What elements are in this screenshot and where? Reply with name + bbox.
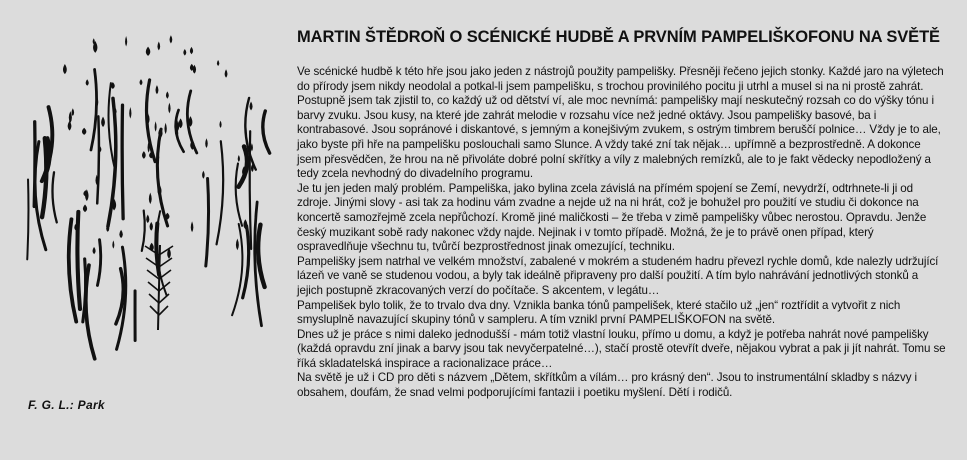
- petal-stroke: [217, 60, 219, 66]
- article-paragraph: Je tu jen jeden malý problém. Pampeliška, jako bylina zcela závislá na přímém spojení se Zemí, nevydrží, odtrhnete-li ji od zdroje. Jinými slovy - asi tak za hodinu vám zvadne a nejde už na ni hrát, což je bohužel pro použití ve studiu či dokonce na koncertě samozřejmě zcela nepřůchozí. Kromě jiné maličkosti – že třeba v zimě pampelišky vůbec nerostou. Opravdu. Jenže český muzikant sobě rady nakonec vždy najde. Nejinak i v tomto případě. Možná, že je to právě onen případ, který ospravedlňuje všechnu tu, tvůrčí bezprostřednost jinak omezující, techniku.: [297, 181, 927, 254]
- illustration-caption: F. G. L.: Park: [28, 398, 105, 412]
- petal-stroke: [125, 36, 127, 46]
- grass-stroke: [157, 129, 167, 226]
- grass-stroke: [52, 172, 56, 222]
- grass-stroke: [258, 225, 264, 287]
- petal-stroke: [142, 151, 146, 159]
- article-paragraph: Pampelišek bylo tolik, že to trvalo dva dny. Vznikla banka tónů pampelišek, které stačilo už „jen“ roztřídit a vytvořit z nich smysluplně navazující skupiny tónů v sampleru. A tím vznikl první PAMPELIŠKOFON na světě.: [297, 298, 901, 327]
- grass-stroke: [27, 179, 28, 259]
- article: [297, 28, 947, 401]
- petal-stroke: [129, 107, 131, 119]
- grass-stroke: [142, 211, 145, 251]
- petal-stroke: [83, 205, 87, 213]
- petal-stroke: [149, 193, 152, 205]
- article-headline: MARTIN ŠTĚDROŇ O SCÉNICKÉ HUDBĚ A PRVNÍM PAMPELIŠKOFONU NA SVĚTĚ: [297, 28, 940, 46]
- article-paragraph: Ve scénické hudbě k této hře jsou jako jeden z nástrojů použity pampelišky. Přesněji řečeno jejich stonky. Každé jaro na výletech do přírody jsem nikdy neodolal a potkal-li jsem pampelišku, s trochou provinilého pocitu ji utrhl a musel si na ni prostě zahrát. Postupně jsem tak zjistil to, co každý už od dětství ví, ale moc nevnímá: pampelišky mají neskutečný rozsah co do výšky tónu i barvy zvuku. Jsou kusy, na které jde zahrát melodie v rozsahu více než jedné oktávy. Jsou pampelišky basové, ba i kontrabasové. Jsou sopránové i diskantové, s jemným a konejšivým zvukem, s ostrým timbrem beruščí polnice… Vždy je to ale, jako byste při hře na pampelišku poslouchali samo Slunce. A vždy také zní tak nějak… upřímně a bezprostředně. A dokonce jsem přesvědčen, že hrou na ně přivoláte dobré polní skřítky a víly z malebných remízků, ale to je fakt vědecky nepodložený a tedy zcela nevhodný do divadelního programu.: [297, 65, 944, 181]
- park-illustration: [0, 0, 290, 460]
- petal-stroke: [86, 79, 89, 86]
- article-paragraph: Pampelišky jsem natrhal ve velkém množství, zabalené v mokrém a studeném hadru převezl rychle domů, kde nalezly udržující lázeň ve vaně se studenou vodou, a byly tak ideálně připraveny pro další použití. A tím bylo nahrávání jednotlivých stonků a jejich postupně zkracovaných verzí do počítače. S akcentem, v legátu…: [297, 254, 939, 297]
- grass-stroke: [83, 259, 86, 322]
- petal-stroke: [251, 143, 253, 151]
- petal-stroke: [236, 239, 239, 251]
- grass-stroke: [217, 141, 224, 244]
- petal-stroke: [101, 117, 105, 127]
- petal-stroke: [166, 91, 169, 98]
- petal-stroke: [191, 221, 194, 232]
- petal-stroke: [183, 49, 186, 56]
- grass-stroke: [97, 116, 99, 203]
- petal-stroke: [238, 155, 240, 162]
- grass-stroke: [122, 105, 123, 219]
- petal-stroke: [168, 103, 170, 114]
- petal-stroke: [170, 35, 173, 43]
- petal-stroke: [219, 121, 221, 128]
- petal-stroke: [225, 69, 228, 78]
- petal-stroke: [150, 222, 153, 231]
- article-paragraph: Na světě je už i CD pro děti s názvem „Dětem, skřítkům a vílám… pro krásný den“. Jsou to instrumentální skladby s názvy i obsahem, doufám, že snad velmi podporujícími fantazii i poetiku myšlení. Dětí i rodičů.: [297, 371, 917, 400]
- petal-stroke: [146, 47, 150, 56]
- grass-stroke: [263, 111, 270, 153]
- petal-stroke: [155, 121, 157, 132]
- petal-stroke: [93, 247, 96, 254]
- grass-stroke: [77, 212, 80, 309]
- petal-stroke: [63, 64, 67, 74]
- grass-stroke: [97, 240, 100, 286]
- grass-stroke: [116, 269, 123, 324]
- petal-stroke: [179, 118, 183, 128]
- grass-stroke: [206, 179, 209, 266]
- petal-stroke: [190, 47, 193, 54]
- petal-stroke: [146, 214, 149, 223]
- grass-stroke: [239, 147, 248, 187]
- petal-stroke: [205, 138, 208, 148]
- petal-stroke: [119, 230, 122, 238]
- petal-stroke: [157, 41, 160, 50]
- petal-stroke: [72, 108, 75, 116]
- petal-stroke: [155, 85, 158, 94]
- article-body: [297, 65, 947, 401]
- petal-stroke: [139, 79, 142, 85]
- petal-stroke: [249, 101, 252, 110]
- petal-stroke: [82, 128, 86, 135]
- petal-stroke: [164, 123, 166, 134]
- grass-stroke: [176, 110, 184, 152]
- grass-stroke: [236, 163, 242, 225]
- grass-stroke: [91, 69, 97, 150]
- grass-stroke: [243, 226, 249, 298]
- article-paragraph: Dnes už je práce s nimi daleko jednodušší - mám totiž vlastní louku, přímo u domu, a když je potřeba nahrát nové pampelišky (každá opravdu zní jinak a barvy jsou tak nevyčerpatelné…), stačí prostě otevřít dveře, nějakou vybrat a pak ji jít nahrát. Tomu se říká skladatelská inspirace a racionalizace práce…: [297, 327, 946, 370]
- petal-stroke: [112, 240, 114, 248]
- grass-stroke: [69, 219, 76, 321]
- petal-stroke: [202, 171, 205, 179]
- grass-stroke: [232, 224, 242, 315]
- park-drawing: [0, 0, 290, 460]
- grass-stroke: [250, 131, 251, 249]
